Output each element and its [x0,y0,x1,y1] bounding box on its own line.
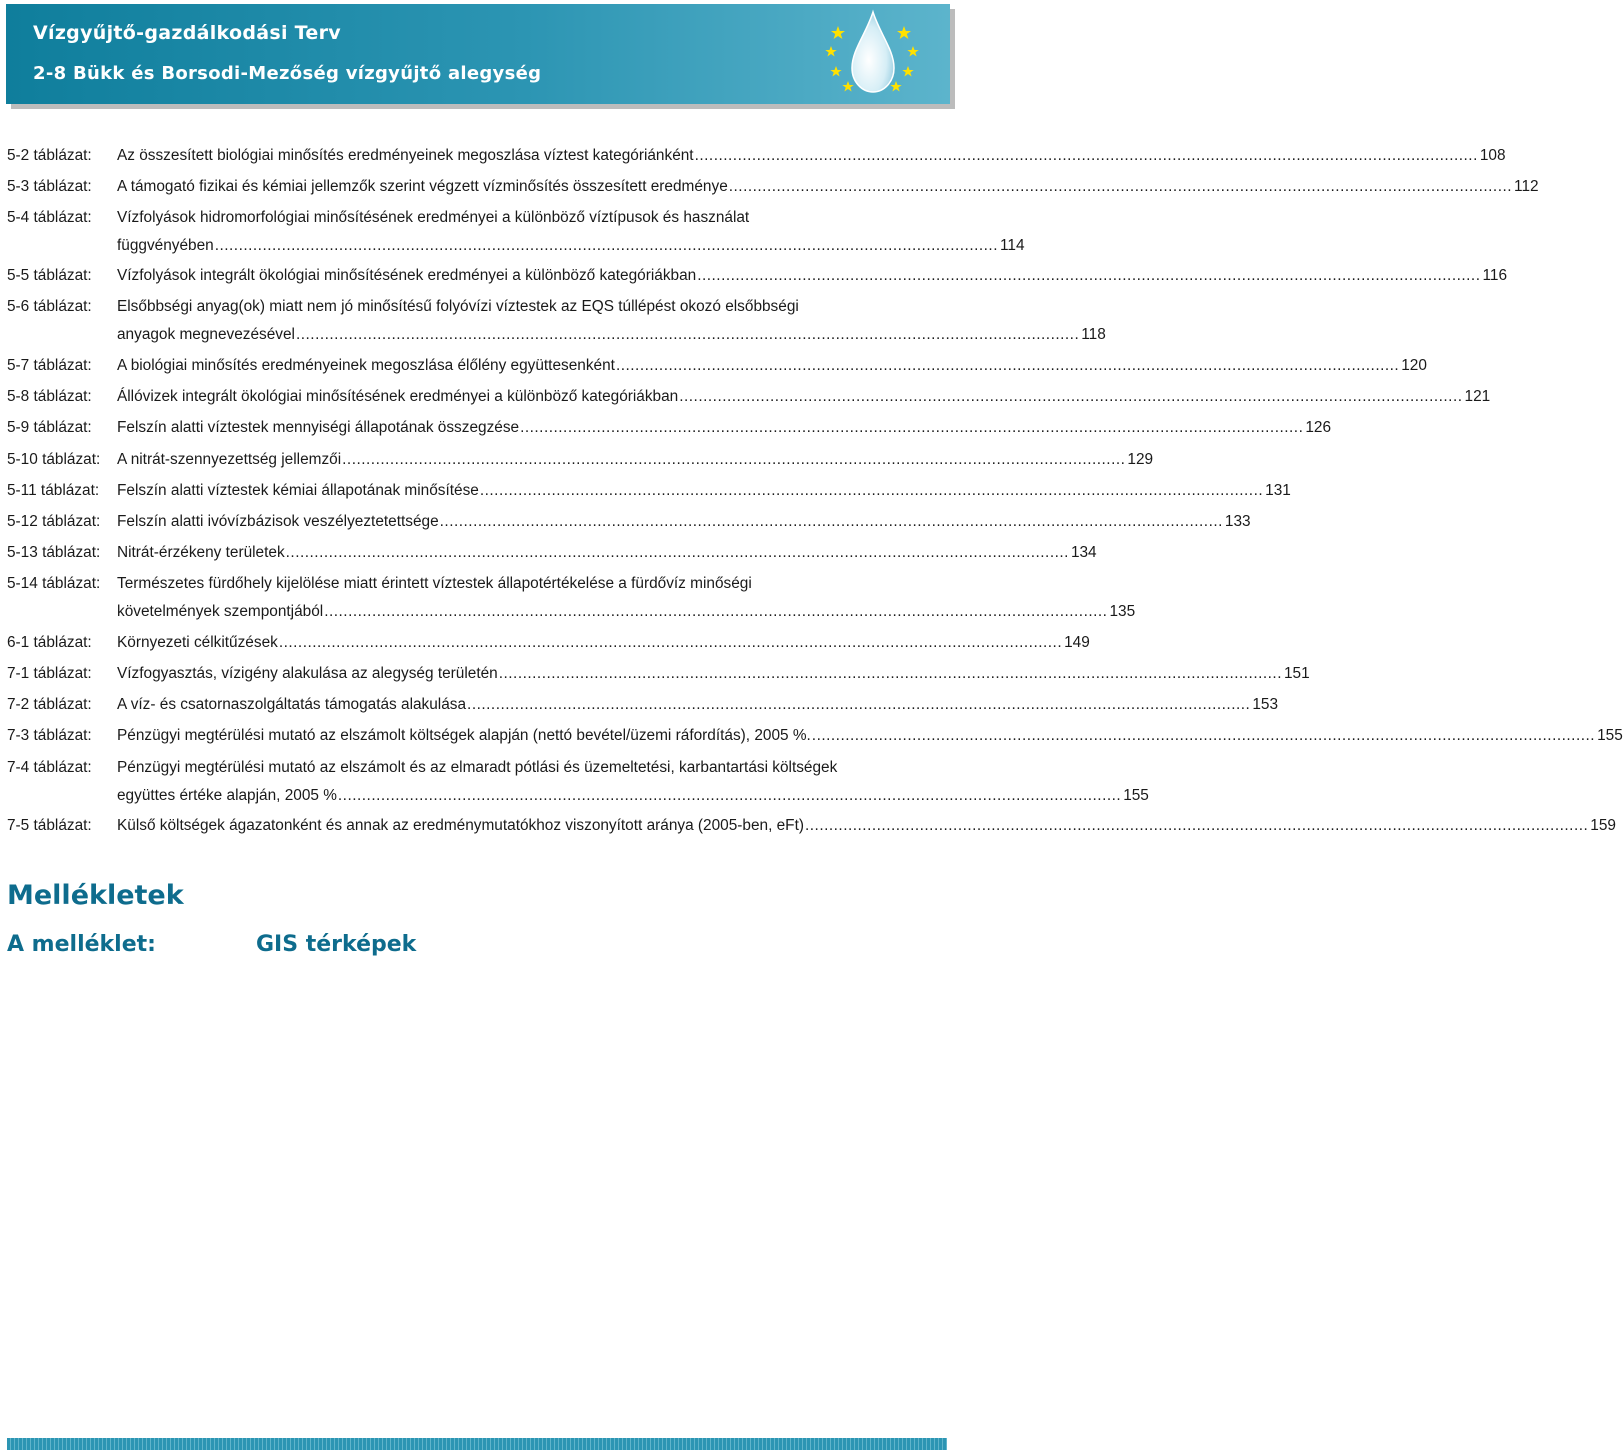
toc-label: 7-1 táblázat: [7,665,92,682]
toc-text: A nitrát-szennyezettség jellemzői [117,451,342,468]
toc-page: 155 [1123,787,1149,804]
toc-page: 131 [1265,482,1291,499]
toc-page: 155 [1597,727,1623,744]
toc-label: 7-4 táblázat: [7,759,92,776]
toc-text: A víz- és csatornaszolgáltatás támogatás alakulása [117,696,467,713]
toc-page: 135 [1109,603,1136,620]
toc-page: 129 [1127,451,1154,468]
appendix-heading: Mellékletek [7,880,184,911]
toc-label: 5-2 táblázat: [7,147,92,164]
toc-text: A támogató fizikai és kémiai jellemzők szerint végzett vízminősítés összesített eredménye [117,178,728,195]
toc-page: 116 [1482,267,1508,284]
toc-text: Vízfolyások integrált ökológiai minősítésének eredményei a különböző kategóriákban [117,267,697,284]
toc-label: 7-5 táblázat: [7,817,92,834]
toc-page: 118 [1081,326,1106,343]
appendix-label: A melléklet: [7,932,156,957]
toc-page: 121 [1464,388,1491,405]
toc-label: 5-10 táblázat: [7,451,101,468]
toc-text: Állóvizek integrált ökológiai minősítésének eredményei a különböző kategóriákban [117,388,679,405]
toc-text-line1: Elsőbbségi anyag(ok) miatt nem jó minősítésű folyóvízi víztestek az EQS túllépést okozó elsőbbségi [117,298,799,315]
toc-label: 5-9 táblázat: [7,419,92,436]
toc-label: 5-3 táblázat: [7,178,92,195]
toc-label: 5-13 táblázat: [7,544,101,561]
toc-text: Nitrát-érzékeny területek [117,544,285,561]
toc-page: 133 [1224,513,1251,530]
toc-label: 5-12 táblázat: [7,513,101,530]
toc-page: 149 [1064,634,1090,651]
toc-text-line1: Vízfolyások hidromorfológiai minősítésének eredményei a különböző víztípusok és használat [117,209,750,226]
toc-page: 108 [1479,147,1506,164]
toc-page: 120 [1401,357,1427,374]
toc-label: 5-6 táblázat: [7,298,92,315]
toc-page: 153 [1252,696,1279,713]
water-drop-stars-logo-icon [798,6,948,102]
toc-text: követelmények szempontjából [117,603,324,620]
toc-page: 114 [999,237,1025,254]
toc-text: Felszín alatti ivóvízbázisok veszélyeztetettsége [117,513,439,530]
toc-page: 126 [1305,419,1332,436]
toc-text: anyagok megnevezésével [117,326,295,343]
toc-text: függvényében [117,237,214,254]
toc-text: A biológiai minősítés eredményeinek megoszlása élőlény együttesenként [117,357,615,374]
appendix-title: GIS térképek [256,932,417,957]
toc-text: Felszín alatti víztestek kémiai állapotának minősítése [117,482,479,499]
toc-label: 5-4 táblázat: [7,209,92,226]
toc-page: 159 [1590,817,1616,834]
toc-label: 5-14 táblázat: [7,575,101,592]
toc-text: Környezeti célkitűzések [117,634,278,651]
toc-page: 134 [1070,544,1097,561]
footer-bar [7,1438,947,1450]
toc-label: 5-5 táblázat: [7,267,92,284]
toc-text-line1: Természetes fürdőhely kijelölése miatt érintett víztestek állapotértékelése a fürdővíz minőségi [117,575,752,592]
toc-text: Pénzügyi megtérülési mutató az elszámolt költségek alapján (nettó bevétel/üzemi ráfordítás), 2005 %. [117,727,811,744]
document-title: Vízgyűjtő-gazdálkodási Terv [33,22,341,44]
toc-text: Az összesített biológiai minősítés eredményeinek megoszlása víztest kategóriánként [117,147,694,164]
toc-label: 5-8 táblázat: [7,388,92,405]
toc-label: 7-2 táblázat: [7,696,92,713]
toc-text: Külső költségek ágazatonként és annak az eredménymutatókhoz viszonyított aránya (2005-ben, eFt) [117,817,804,834]
toc-page: 112 [1514,178,1539,195]
toc-text: Vízfogyasztás, vízigény alakulása az alegység területén [117,665,498,682]
toc-label: 6-1 táblázat: [7,634,92,651]
toc-text-line1: Pénzügyi megtérülési mutató az elszámolt és az elmaradt pótlási és üzemeltetési, karbantartási költségek [117,759,838,776]
toc-label: 5-11 táblázat: [7,482,100,499]
toc-page: 151 [1284,665,1310,682]
toc-text: együttes értéke alapján, 2005 % [117,787,337,804]
document-subtitle: 2-8 Bükk és Borsodi-Mezőség vízgyűjtő alegység [33,63,542,84]
toc-label: 7-3 táblázat: [7,727,92,744]
toc-text: Felszín alatti víztestek mennyiségi állapotának összegzése [117,419,520,436]
toc-label: 5-7 táblázat: [7,357,92,374]
header-banner [6,4,950,104]
